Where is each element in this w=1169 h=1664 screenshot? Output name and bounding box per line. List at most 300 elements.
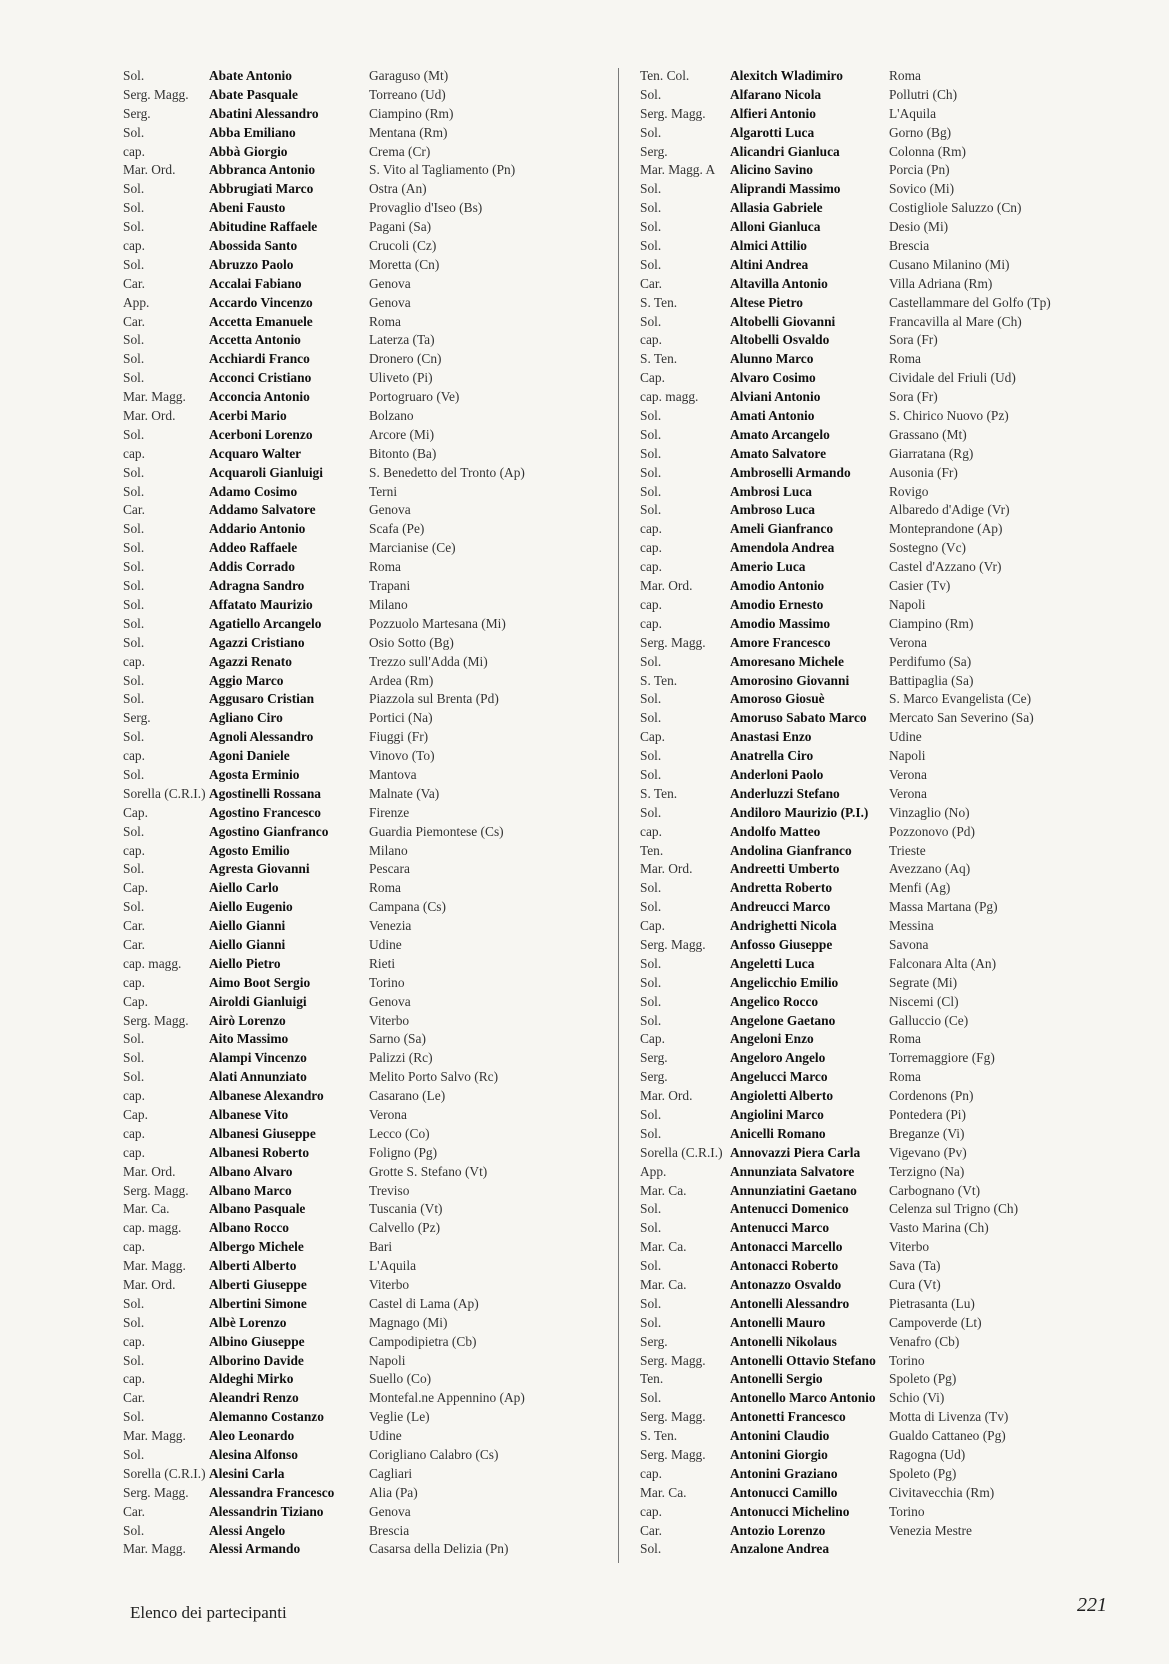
participant-rank: Sol. [123,124,145,140]
participant-rank: Sol. [640,955,662,971]
participant-name: Anzalone Andrea [730,1541,830,1557]
participant-row [640,445,1054,464]
participant-name: Alloni Gianluca [730,219,821,235]
participant-name: Antonacci Roberto [730,1258,839,1274]
participant-rank: Sol. [640,238,662,254]
participant-rank: Car. [123,936,145,952]
participant-place: Moretta (Cn) [369,256,440,272]
participant-rank: Mar. Magg. [123,1428,186,1444]
participant-row [123,879,534,898]
participant-row [640,350,1054,369]
participant-rank: Sol. [640,653,662,669]
participant-place: Roma [369,559,401,575]
participant-rank: cap. [640,521,662,537]
participant-name: Altobelli Osvaldo [730,332,830,348]
participant-row [640,1030,1054,1049]
participant-row [640,1446,1054,1465]
participant-rank: Sol. [640,445,662,461]
participant-rank: Sol. [640,974,662,990]
participant-place: Segrate (Mi) [889,974,958,990]
participant-rank: Sol. [640,86,662,102]
participant-rank: Sol. [123,1050,145,1066]
participant-rank: Sol. [123,1352,145,1368]
participant-rank: Sol. [123,729,145,745]
participant-rank: cap. [640,596,662,612]
participant-place: Colonna (Rm) [889,143,966,159]
participant-place: Motta di Livenza (Tv) [889,1409,1009,1425]
participant-place: Roma [889,1031,921,1047]
participant-row [123,974,534,993]
participant-place: Casarsa della Delizia (Pn) [369,1541,509,1557]
participant-name: Antenucci Domenico [730,1201,849,1217]
participant-rank: Sorella (C.R.I.) [123,1465,206,1481]
participant-rank: Cap. [123,804,148,820]
participant-name: Acquaroli Gianluigi [209,464,323,480]
participant-rank: cap. [640,332,662,348]
participant-rank: Sol. [640,181,662,197]
participant-rank: cap. [123,842,145,858]
participant-rank: cap. [123,653,145,669]
participant-row [640,1276,1054,1295]
participant-name: Altini Andrea [730,256,809,272]
participant-rank: cap. [640,540,662,556]
participant-rank: Sol. [123,1314,145,1330]
participant-rank: Sol. [123,1031,145,1047]
participant-name: Antonelli Sergio [730,1371,823,1387]
participant-row [640,993,1054,1012]
participant-row [640,426,1054,445]
participant-name: Alampi Vincenzo [209,1050,307,1066]
participant-rank: cap. magg. [123,955,182,971]
participant-name: Amendola Andrea [730,540,835,556]
participant-row [123,1408,534,1427]
participant-place: Uliveto (Pi) [369,370,433,386]
participant-name: Albano Alvaro [209,1163,293,1179]
participant-row [640,1503,1054,1522]
participant-row [640,879,1054,898]
participant-name: Acchiardi Franco [209,351,310,367]
participant-name: Andreucci Marco [730,899,831,915]
participant-rank: Mar. Magg. [123,1258,186,1274]
participant-name: Albanesi Giuseppe [209,1125,316,1141]
participant-place: Verona [369,1106,407,1122]
participant-row [640,237,1054,256]
participant-place: Pontedera (Pi) [889,1106,966,1122]
participant-row [640,539,1054,558]
participant-name: Amerio Luca [730,559,806,575]
participant-place: Verona [889,785,927,801]
participant-place: Torino [889,1503,925,1519]
participant-place: Cividale del Friuli (Ud) [889,370,1016,386]
participant-place: Ardea (Rm) [369,672,434,688]
participant-name: Agosto Emilio [209,842,290,858]
participant-row [640,974,1054,993]
participant-row [123,728,534,747]
participant-rank: Sol. [123,426,145,442]
participant-place: Verona [889,634,927,650]
participant-name: Aleandri Renzo [209,1390,299,1406]
participant-place: Roma [369,313,401,329]
participant-name: Altobelli Giovanni [730,313,836,329]
participant-rank: Sol. [640,1541,662,1557]
participant-place: Napoli [889,596,926,612]
participant-rank: Cap. [123,880,148,896]
participant-rank: Cap. [640,1031,665,1047]
participant-place: Roma [889,68,921,83]
participant-row [123,993,534,1012]
participant-rank: Sol. [123,823,145,839]
participant-name: Angelucci Marco [730,1069,828,1085]
participant-row [123,350,534,369]
participant-place: Castel di Lama (Ap) [369,1295,479,1311]
participant-name: Albano Rocco [209,1220,289,1236]
participant-row [640,1522,1054,1541]
participant-row [123,1484,534,1503]
participant-rank: Sol. [640,748,662,764]
participant-row [640,1295,1054,1314]
participant-row [123,199,534,218]
participant-name: Albano Marco [209,1182,292,1198]
participant-place: Laterza (Ta) [369,332,435,348]
participant-rank: Sol. [640,1314,662,1330]
participant-place: Viterbo [369,1012,410,1028]
participant-place: Costigliole Saluzzo (Cn) [889,200,1022,216]
participant-name: Alexitch Wladimiro [730,68,843,83]
participant-row [640,1144,1054,1163]
participant-place: Ciampino (Rm) [889,615,974,631]
participant-rank: cap. [123,143,145,159]
participant-place: Venezia Mestre [889,1522,972,1538]
participant-row [123,577,534,596]
participant-row [640,1257,1054,1276]
participant-place: Crema (Cr) [369,143,431,159]
participant-rank: Sol. [123,1447,145,1463]
participant-place: Alia (Pa) [369,1484,418,1500]
participant-row [123,501,534,520]
participant-rank: cap. [123,1144,145,1160]
participant-name: Angiolini Marco [730,1106,824,1122]
participant-place: Roma [889,351,921,367]
participant-row [640,672,1054,691]
participant-row [640,823,1054,842]
participant-rank: Sol. [640,880,662,896]
participant-row [640,1314,1054,1333]
participant-rank: cap. [640,615,662,631]
participant-rank: cap. [123,1239,145,1255]
participant-name: Antonini Giorgio [730,1447,828,1463]
participant-rank: Car. [640,275,662,291]
participant-place: Firenze [369,804,410,820]
participant-name: Acconci Cristiano [209,370,312,386]
participant-row [640,1068,1054,1087]
participant-rank: cap. [640,1465,662,1481]
participant-rank: Sol. [640,464,662,480]
participant-row [123,917,534,936]
participant-name: Abitudine Raffaele [209,219,318,235]
participant-name: Ambrosi Luca [730,483,812,499]
participant-name: Agostinelli Rossana [209,785,321,801]
participant-rank: Sol. [123,1069,145,1085]
footer-title: Elenco dei partecipanti [130,1603,287,1622]
participant-row [640,917,1054,936]
participant-name: Amodio Massimo [730,615,831,631]
participant-place: Cura (Vt) [889,1277,941,1292]
participant-name: Anicelli Romano [730,1125,826,1141]
participant-place: Mercato San Severino (Sa) [889,710,1034,726]
participant-name: Antonelli Mauro [730,1314,826,1330]
participant-row [123,1182,534,1201]
participant-row [123,294,534,313]
participant-rank: Cap. [640,729,665,745]
participant-rank: Ten. [640,1371,664,1387]
participant-place: Cagliari [369,1465,413,1481]
participant-place: Udine [369,1428,402,1444]
participant-place: Guardia Piemontese (Cs) [369,823,504,839]
participant-row [640,218,1054,237]
participant-place: Galluccio (Ce) [889,1012,969,1028]
participant-name: Accardo Vincenzo [209,294,313,310]
participant-name: Agostino Gianfranco [209,823,329,839]
participant-row [123,331,534,350]
participant-rank: Sol. [640,1258,662,1274]
participant-rank: Sol. [640,1220,662,1236]
participant-name: Alessandrin Tiziano [209,1503,324,1519]
column-divider [618,68,619,1563]
participant-place: Udine [369,936,402,952]
participant-name: Adamo Cosimo [209,483,298,499]
participant-place: Verona [889,766,927,782]
participant-rank: Mar. Ord. [640,1088,693,1104]
participant-place: L'Aquila [889,105,937,121]
participant-name: Alesini Carla [209,1465,285,1481]
participant-place: Portogruaro (Ve) [369,389,460,405]
right-participant-column [640,67,1054,1559]
participant-name: Altavilla Antonio [730,275,828,291]
participant-place: Pietrasanta (Lu) [889,1295,975,1311]
participant-row [640,747,1054,766]
participant-name: Aiello Eugenio [209,899,293,915]
participant-name: Anastasi Enzo [730,729,812,745]
participant-name: Alicino Savino [730,162,813,178]
participant-place: Torreano (Ud) [369,86,446,102]
participant-rank: cap. [640,559,662,575]
participant-row [640,936,1054,955]
participant-row [640,105,1054,124]
participant-name: Albino Giuseppe [209,1333,305,1349]
participant-row [123,747,534,766]
participant-place: Roma [889,1069,921,1085]
participant-row [640,766,1054,785]
participant-name: Albano Pasquale [209,1201,306,1217]
participant-rank: Mar. Ca. [640,1182,687,1198]
participant-name: Alberti Alberto [209,1258,297,1274]
participant-place: Vigevano (Pv) [889,1144,967,1160]
participant-place: Melito Porto Salvo (Rc) [369,1069,499,1085]
participant-name: Antozio Lorenzo [730,1522,826,1538]
participant-name: Addamo Salvatore [209,502,316,518]
participant-name: Anatrella Ciro [730,748,814,764]
participant-rank: Mar. Ca. [640,1277,687,1292]
participant-rank: Serg. Magg. [640,936,706,952]
participant-rank: App. [123,294,150,310]
participant-row [123,898,534,917]
participant-place: Dronero (Cn) [369,351,442,367]
participant-rank: Sol. [640,899,662,915]
participant-row [123,653,534,672]
participant-row [640,615,1054,634]
participant-row [123,1257,534,1276]
participant-name: Amore Francesco [730,634,831,650]
participant-rank: Sorella (C.R.I.) [640,1144,723,1160]
participant-place: Piazzola sul Brenta (Pd) [369,691,499,707]
participant-place: Falconara Alta (An) [889,955,997,971]
participant-row [640,1219,1054,1238]
participant-rank: Sol. [123,596,145,612]
participant-rank: Mar. Magg. [123,389,186,405]
participant-name: Anfosso Giuseppe [730,936,833,952]
participant-place: Grotte S. Stefano (Vt) [369,1163,488,1179]
participant-place: Spoleto (Pg) [889,1371,957,1387]
participant-place: Spoleto (Pg) [889,1465,957,1481]
participant-place: Sora (Fr) [889,332,938,348]
participant-rank: Cap. [123,1106,148,1122]
participant-rank: Sol. [640,483,662,499]
participant-rank: Ten. Col. [640,68,690,83]
participant-row [123,218,534,237]
participant-name: Addario Antonio [209,521,306,537]
participant-name: Amato Arcangelo [730,426,830,442]
participant-rank: Serg. Magg. [640,1409,706,1425]
participant-name: Agnoli Alessandro [209,729,314,745]
participant-rank: Sol. [640,804,662,820]
participant-name: Abbà Giorgio [209,143,288,159]
participant-rank: Serg. Magg. [123,1182,189,1198]
participant-row [640,558,1054,577]
participant-name: Acerbi Mario [209,408,287,424]
participant-name: Annunziata Salvatore [730,1163,855,1179]
participant-row [123,860,534,879]
participant-rank: Serg. Magg. [640,105,706,121]
participant-name: Andolfo Matteo [730,823,821,839]
participant-row [640,1484,1054,1503]
participant-place: Torino [889,1352,925,1368]
participant-rank: Serg. Magg. [640,1447,706,1463]
participant-row [123,1276,534,1295]
participant-rank: Mar. Ord. [123,408,176,424]
participant-place: Fiuggi (Fr) [369,729,429,745]
participant-place: Bitonto (Ba) [369,445,437,461]
participant-place: Genova [369,502,411,518]
participant-place: Sora (Fr) [889,389,938,405]
participant-row [123,124,534,143]
participant-row [640,955,1054,974]
participant-rank: Sol. [640,200,662,216]
participant-name: Agazzi Cristiano [209,634,305,650]
participant-place: Sostegno (Vc) [889,540,966,556]
participant-place: Genova [369,294,411,310]
participant-row [640,596,1054,615]
participant-place: Calvello (Pz) [369,1220,441,1236]
participant-rank: Sol. [640,502,662,518]
participant-rank: Sol. [640,1201,662,1217]
participant-place: Scafa (Pe) [369,521,425,537]
participant-row [123,1238,534,1257]
participant-name: Agosta Erminio [209,766,300,782]
participant-row [123,86,534,105]
participant-place: Castel d'Azzano (Vr) [889,559,1002,575]
participant-rank: Mar. Magg. [123,1541,186,1557]
participant-row [640,785,1054,804]
participant-place: Corigliano Calabro (Cs) [369,1447,499,1463]
participant-rank: Sol. [123,219,145,235]
participant-name: Antonetti Francesco [730,1409,846,1425]
participant-row [640,275,1054,294]
participant-row [640,407,1054,426]
participant-place: Genova [369,1503,411,1519]
participant-place: Rieti [369,955,396,971]
participant-row [640,501,1054,520]
participant-place: S. Benedetto del Tronto (Ap) [369,464,525,480]
participant-row [640,842,1054,861]
participant-row [123,369,534,388]
participant-place: Casarano (Le) [369,1088,446,1104]
participant-place [889,1540,1054,1559]
participant-rank: Serg. Magg. [123,1012,189,1028]
participant-name: Aliprandi Massimo [730,181,841,197]
participant-row [123,539,534,558]
participant-rank: cap. [123,445,145,461]
participant-place: Torremaggiore (Fg) [889,1050,995,1066]
participant-row [123,445,534,464]
participant-rank: Car. [123,313,145,329]
participant-rank: Sol. [123,351,145,367]
participant-place: Cusano Milanino (Mi) [889,256,1010,272]
participant-row [123,709,534,728]
participant-place: Marcianise (Ce) [369,540,456,556]
participant-rank: Sol. [123,1409,145,1425]
participant-row [640,1333,1054,1352]
participant-row [123,275,534,294]
participant-place: Milano [369,596,408,612]
participant-rank: Sol. [123,332,145,348]
participant-name: Accetta Emanuele [209,313,313,329]
participant-row [640,690,1054,709]
participant-place: Campoverde (Lt) [889,1314,982,1330]
participant-row [640,1427,1054,1446]
participant-name: Aiello Gianni [209,936,286,952]
participant-place: Genova [369,993,411,1009]
participant-name: Amati Antonio [730,408,815,424]
participant-row [640,1408,1054,1427]
participant-place: Trieste [889,842,926,858]
participant-name: Addis Corrado [209,559,295,575]
participant-rank: Sol. [123,540,145,556]
participant-rank: Car. [123,502,145,518]
participant-rank: Sol. [640,313,662,329]
participant-rank: Sol. [640,124,662,140]
participant-row [640,313,1054,332]
participant-name: Antonacci Marcello [730,1239,843,1255]
participant-rank: Serg. Magg. [640,634,706,650]
participant-rank: Mar. Ord. [123,1163,176,1179]
participant-name: Antonelli Nikolaus [730,1333,837,1349]
participant-place: Porcia (Pn) [889,162,950,178]
participant-rank: cap. magg. [640,389,699,405]
participant-place: Campodipietra (Cb) [369,1333,477,1349]
participant-place: Villa Adriana (Rm) [889,275,993,291]
participant-rank: Sol. [640,1390,662,1406]
participant-name: Amodio Ernesto [730,596,824,612]
